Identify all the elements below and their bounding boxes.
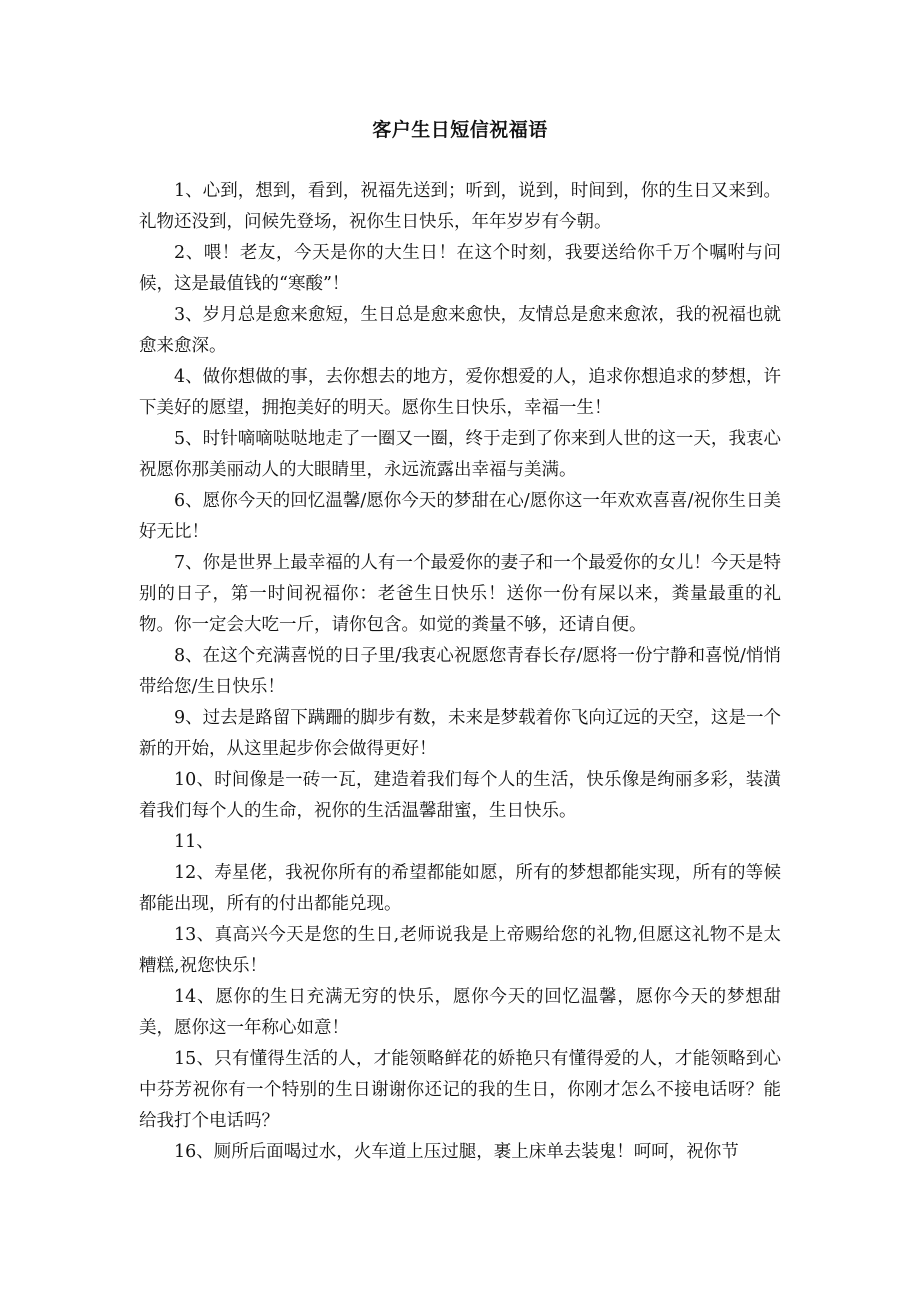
paragraph-1: 1、心到，想到，看到，祝福先送到；听到，说到，时间到，你的生日又来到。礼物还没到，问候先登场，祝你生日快乐，年年岁岁有今朝。: [139, 181, 781, 232]
paragraph-7: 7、你是世界上最幸福的人有一个最爱你的妻子和一个最爱你的女儿！今天是特别的日子，第一时间祝福你：老爸生日快乐！送你一份有屎以来，粪量最重的礼物。你一定会大吃一斤，请你包含。如觉的粪量不够，还请自便。: [139, 553, 781, 635]
paragraph-16: 16、厕所后面喝过水，火车道上压过腿，裹上床单去装鬼！呵呵，祝你节: [174, 1142, 739, 1162]
paragraph-12: 12、寿星佬，我祝你所有的希望都能如愿，所有的梦想都能实现，所有的等候都能出现，所有的付出都能兑现。: [139, 863, 781, 914]
paragraph-3: 3、岁月总是愈来愈短，生日总是愈来愈快，友情总是愈来愈浓，我的祝福也就愈来愈深。: [139, 305, 781, 356]
paragraph-13: 13、真高兴今天是您的生日,老师说我是上帝赐给您的礼物,但愿这礼物不是太糟糕,祝您快乐！: [139, 925, 781, 976]
paragraph-6: 6、愿你今天的回忆温馨/愿你今天的梦甜在心/愿你这一年欢欢喜喜/祝你生日美好无比！: [139, 491, 781, 542]
paragraph-10: 10、时间像是一砖一瓦，建造着我们每个人的生活，快乐像是绚丽多彩，装潢着我们每个人的生命，祝你的生活温馨甜蜜，生日快乐。: [139, 770, 781, 821]
paragraph-15: 15、只有懂得生活的人，才能领略鲜花的娇艳只有懂得爱的人，才能领略到心中芬芳祝你有一个特别的生日谢谢你还记的我的生日，你刚才怎么不接电话呀？能给我打个电话吗？: [139, 1049, 781, 1131]
document-body: [139, 176, 781, 1168]
paragraph-4: 4、做你想做的事，去你想去的地方，爱你想爱的人，追求你想追求的梦想，许下美好的愿望，拥抱美好的明天。愿你生日快乐，幸福一生！: [139, 367, 781, 418]
paragraph-9: 9、过去是路留下蹒跚的脚步有数，未来是梦载着你飞向辽远的天空，这是一个新的开始，从这里起步你会做得更好！: [139, 708, 781, 759]
paragraph-8: 8、在这个充满喜悦的日子里/我衷心祝愿您青春长存/愿将一份宁静和喜悦/悄悄带给您/生日快乐！: [139, 646, 781, 697]
paragraph-14: 14、愿你的生日充满无穷的快乐，愿你今天的回忆温馨，愿你今天的梦想甜美，愿你这一年称心如意！: [139, 987, 781, 1038]
document-title: 客户生日短信祝福语: [372, 119, 548, 141]
paragraph-11: 11、: [174, 832, 214, 852]
paragraph-2: 2、喂！老友，今天是你的大生日！在这个时刻，我要送给你千万个嘱咐与问候，这是最值钱的“寒酸”！: [139, 243, 781, 294]
paragraph-5: 5、时针嘀嘀哒哒地走了一圈又一圈，终于走到了你来到人世的这一天，我衷心祝愿你那美丽动人的大眼睛里，永远流露出幸福与美满。: [139, 429, 781, 480]
